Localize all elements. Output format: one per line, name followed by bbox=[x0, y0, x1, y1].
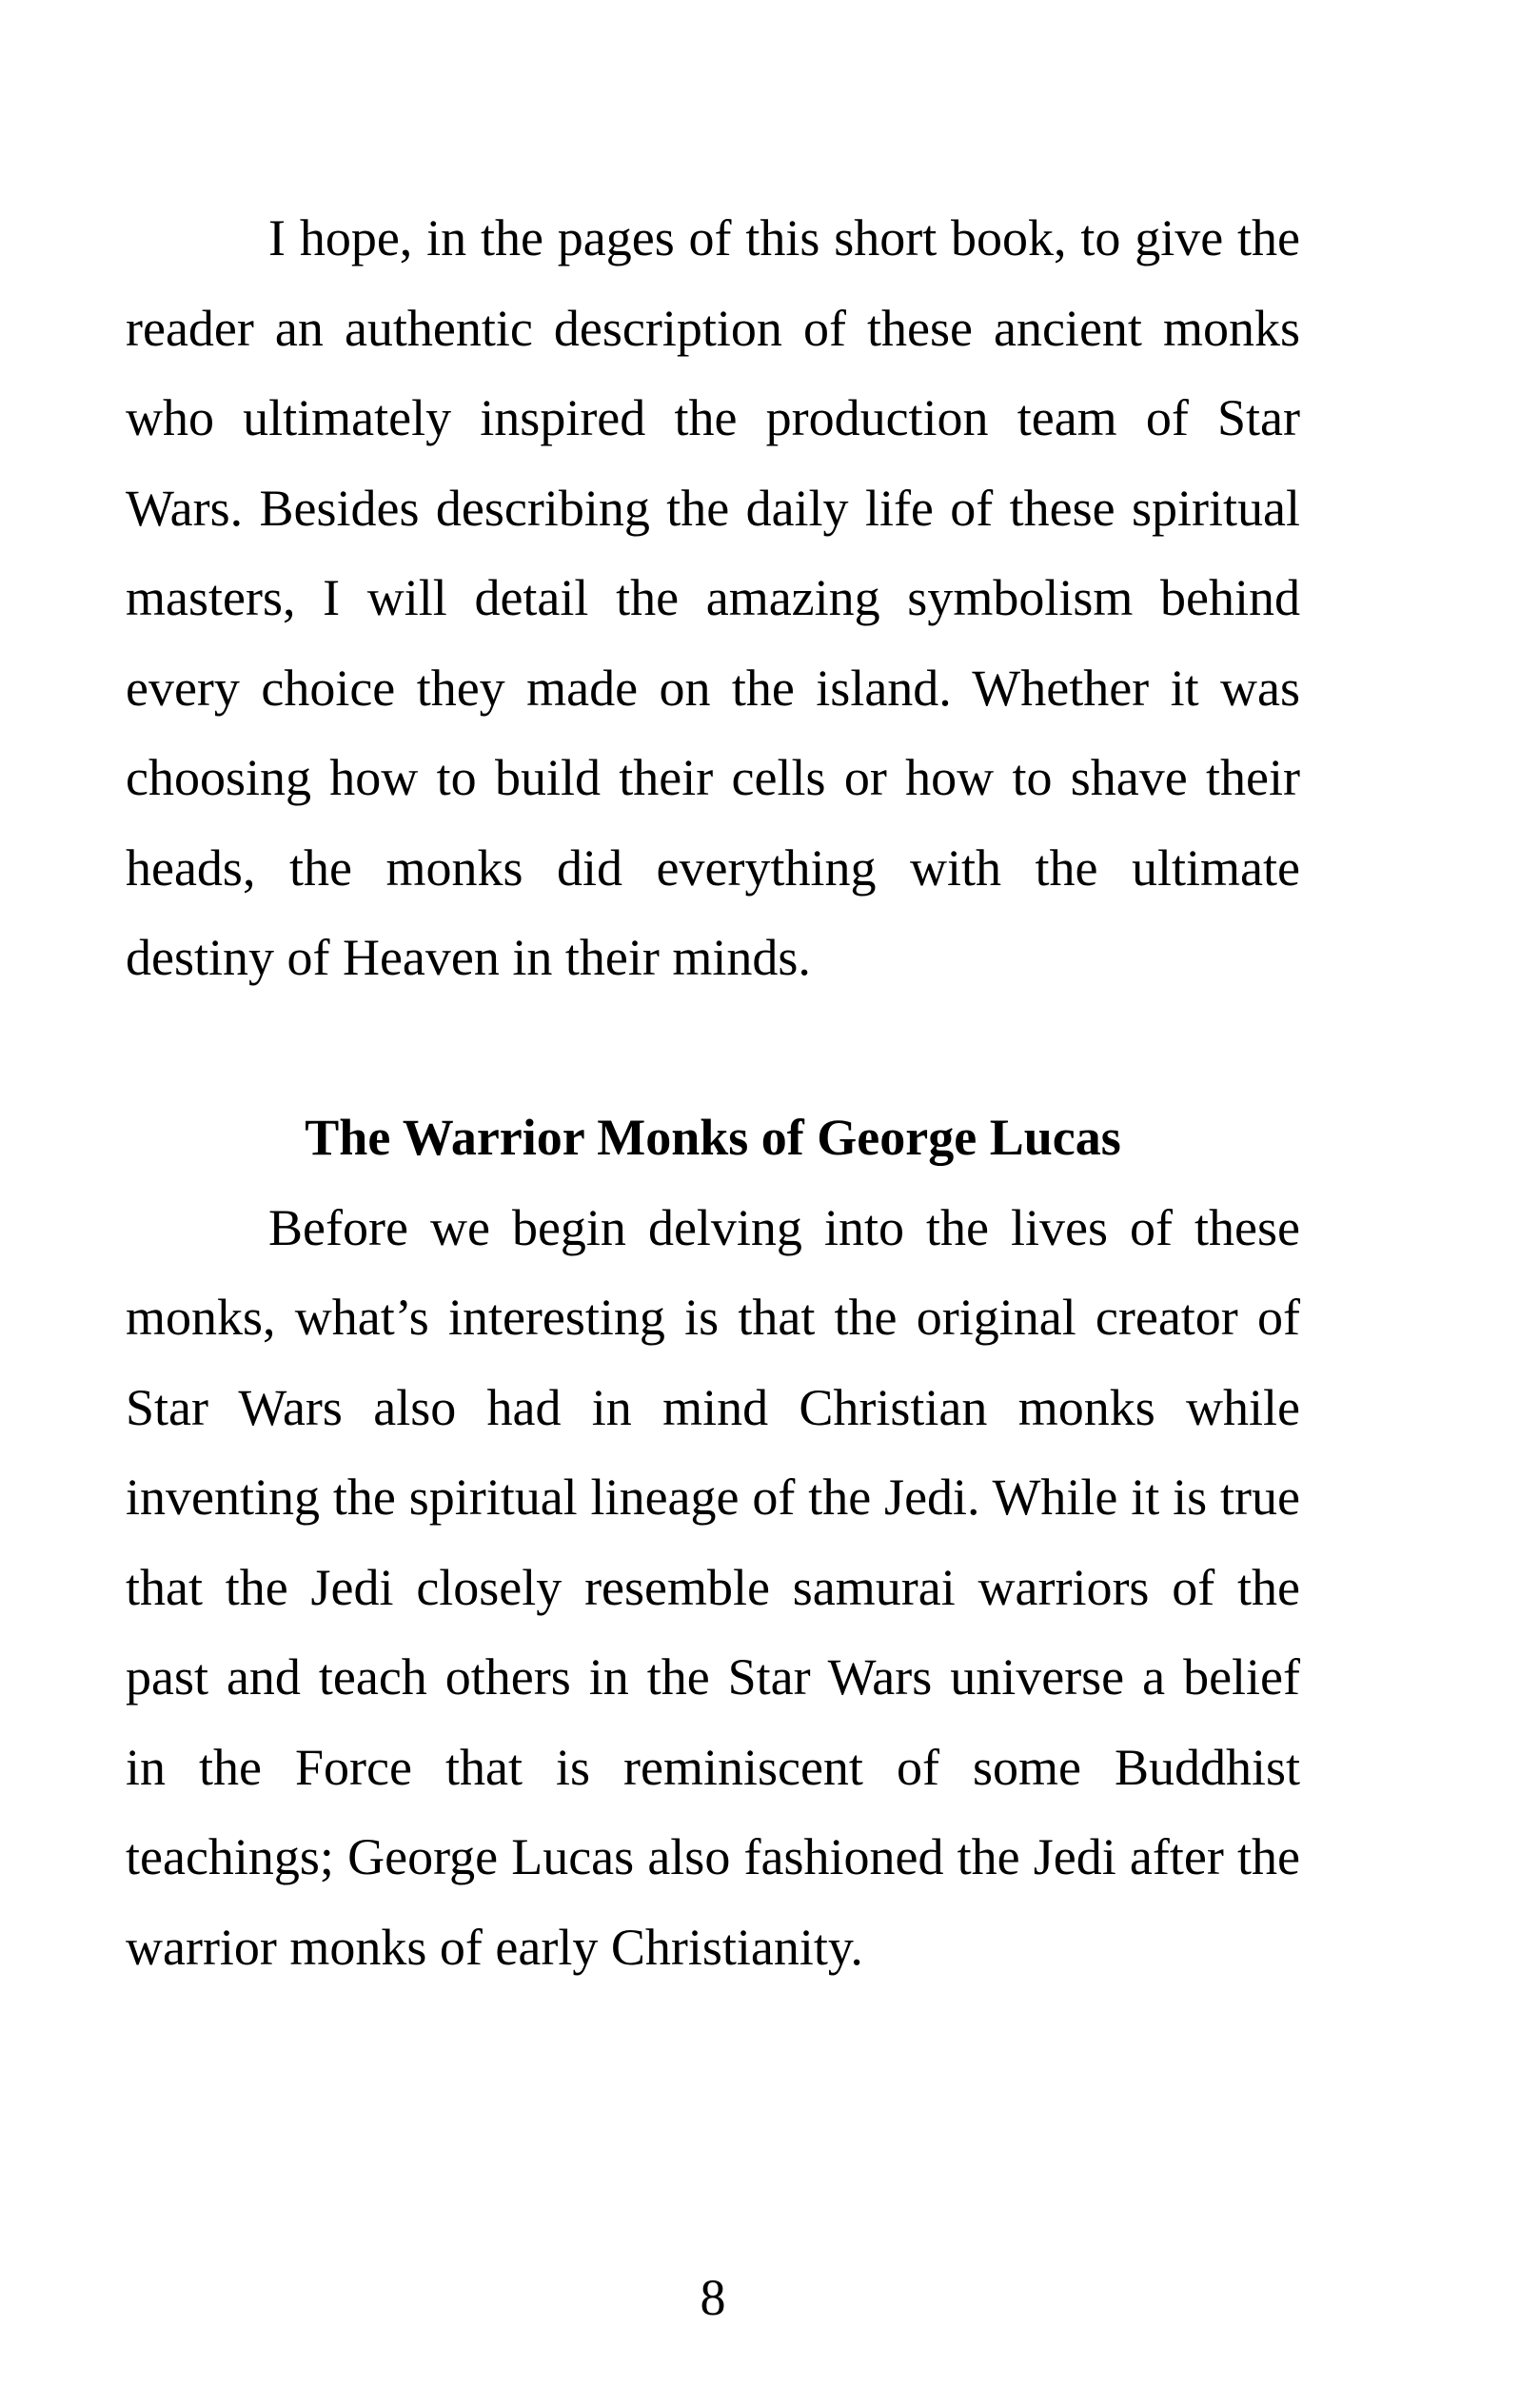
text-line: reader an authentic description of these ancient monks bbox=[126, 299, 1300, 357]
text-line: Star Wars also had in mind Christian monks while bbox=[126, 1378, 1300, 1436]
section-heading: The Warrior Monks of George Lucas bbox=[305, 1109, 1121, 1166]
text-line: Before we begin delving into the lives of these bbox=[268, 1198, 1300, 1256]
text-line: destiny of Heaven in their minds. bbox=[126, 929, 811, 986]
paragraph-1 bbox=[126, 193, 1300, 1003]
text-line: monks, what’s interesting is that the original creator of bbox=[126, 1289, 1300, 1346]
text-line: inventing the spiritual lineage of the Jedi. While it is true bbox=[126, 1469, 1300, 1526]
text-line: heads, the monks did everything with the ultimate bbox=[126, 838, 1300, 897]
text-line: warrior monks of early Christianity. bbox=[126, 1918, 863, 1976]
text-line: every choice they made on the island. Whether it was bbox=[126, 659, 1300, 717]
text-line: choosing how to build their cells or how to shave their bbox=[126, 749, 1300, 806]
text-line: past and teach others in the Star Wars universe a belief bbox=[126, 1648, 1300, 1706]
paragraph-2 bbox=[126, 1183, 1300, 1993]
text-line: Wars. Besides describing the daily life of these spiritual bbox=[126, 479, 1300, 537]
text-line: teachings; George Lucas also fashioned the Jedi after the bbox=[126, 1828, 1300, 1885]
text-line: masters, I will detail the amazing symbolism behind bbox=[126, 569, 1300, 626]
text-line: I hope, in the pages of this short book, to give the bbox=[268, 209, 1300, 266]
text-line: that the Jedi closely resemble samurai warriors of the bbox=[126, 1558, 1300, 1616]
text-line: in the Force that is reminiscent of some Buddhist bbox=[126, 1738, 1300, 1796]
page-number: 8 bbox=[700, 2269, 726, 2326]
text-line: who ultimately inspired the production team of Star bbox=[126, 389, 1300, 446]
text-block bbox=[126, 193, 1300, 2343]
